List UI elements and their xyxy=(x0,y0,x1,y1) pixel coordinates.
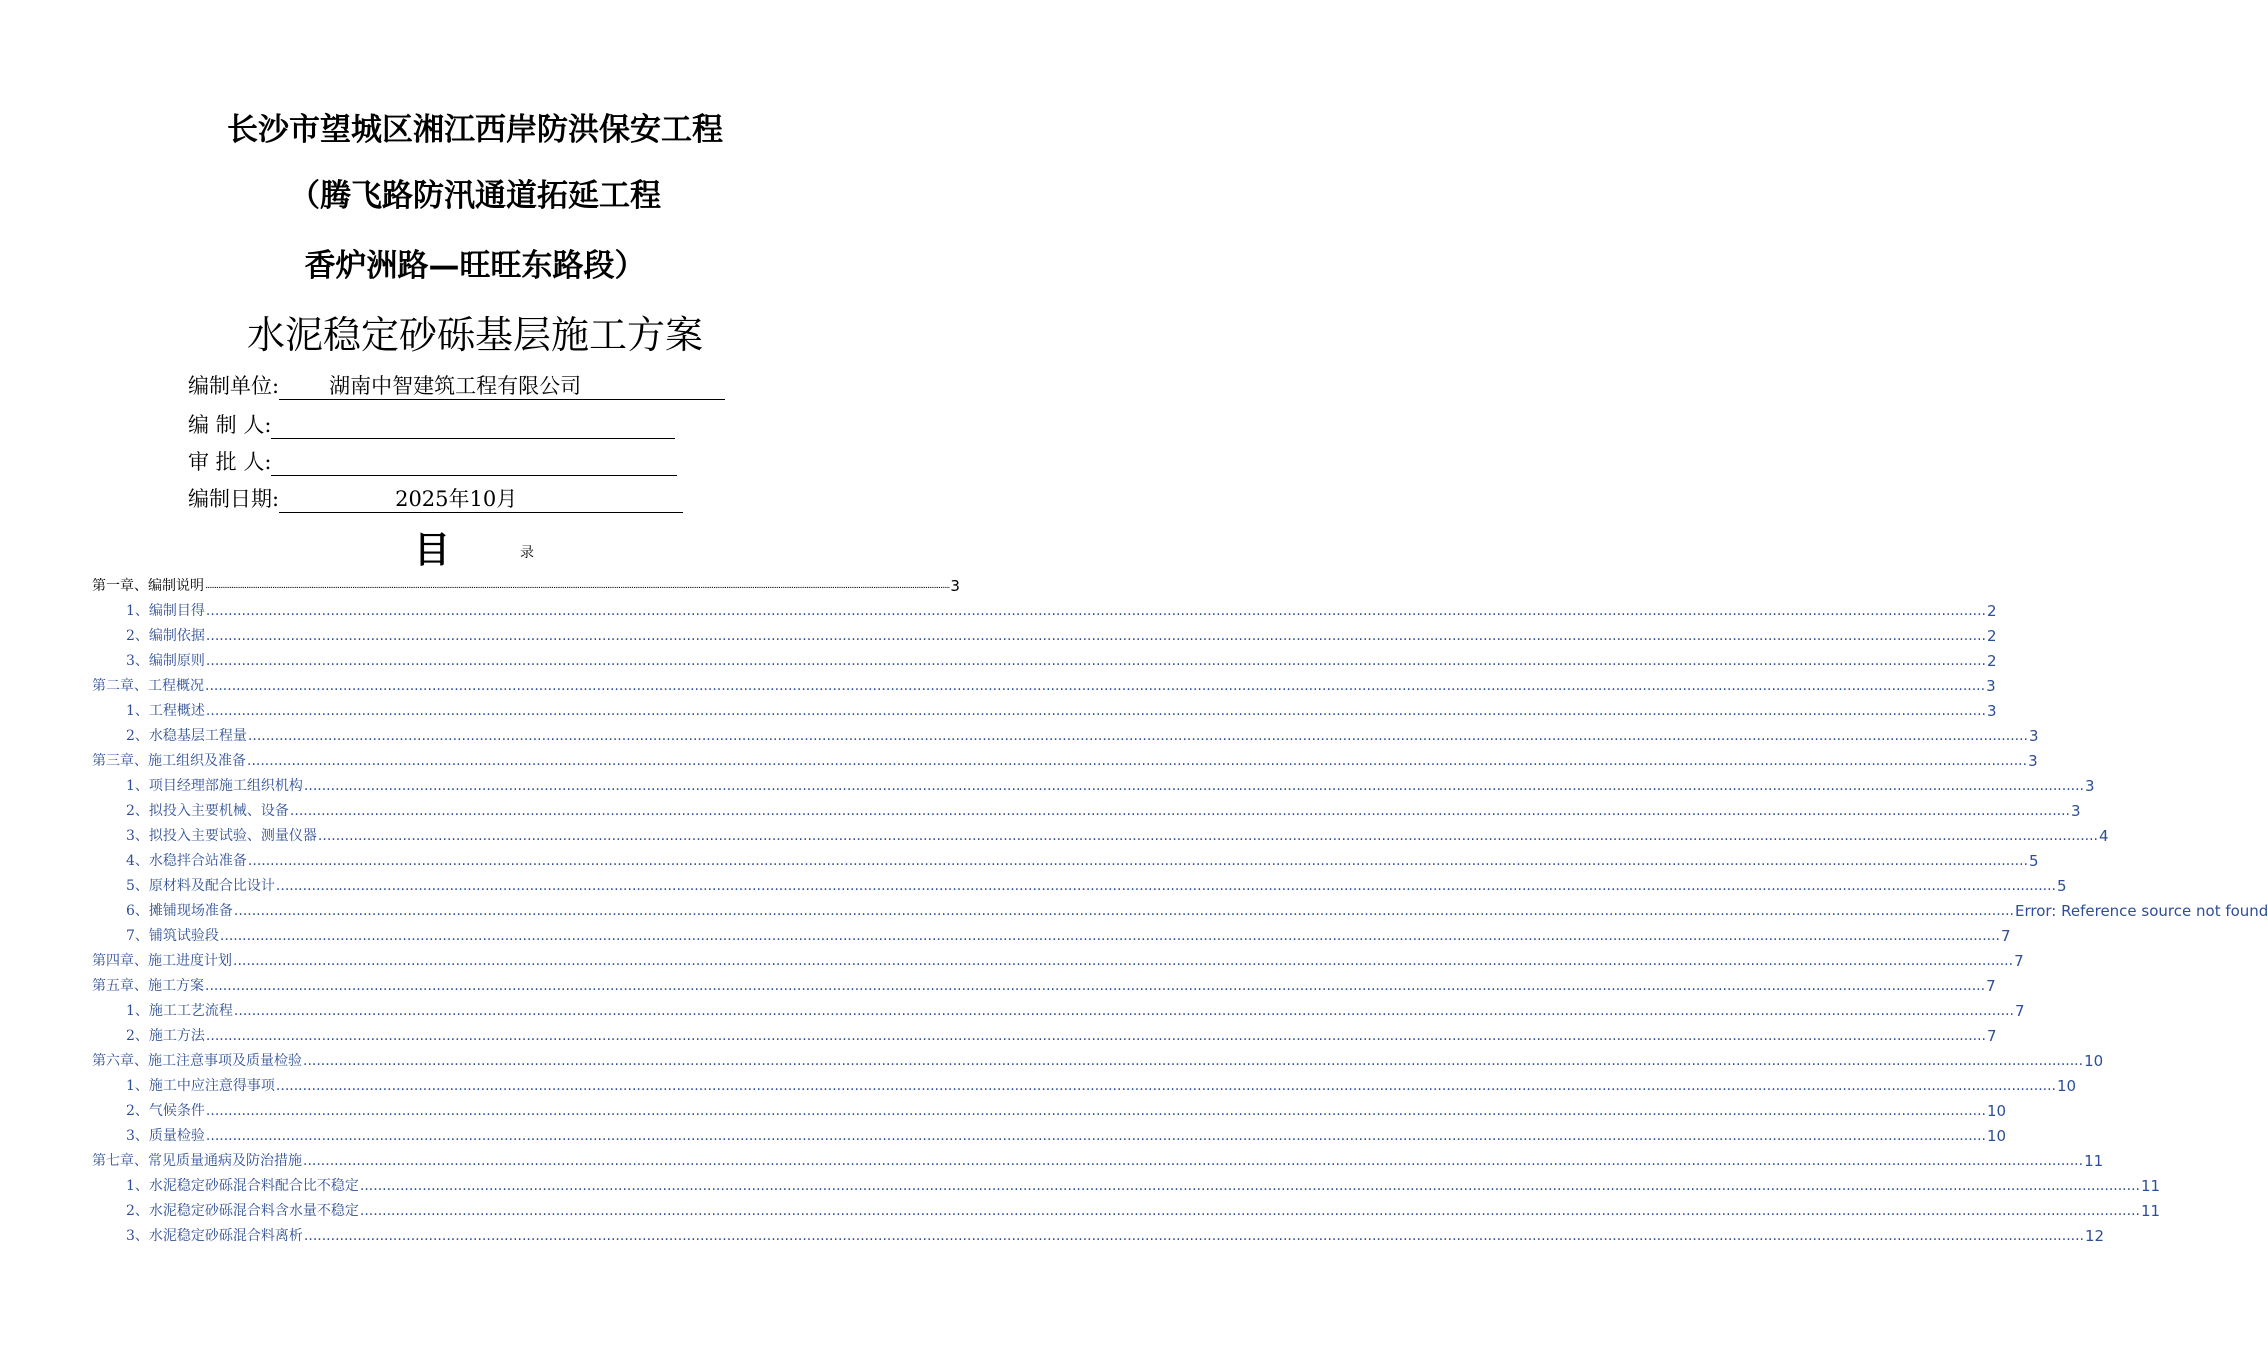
field-compiler xyxy=(188,407,675,439)
field-value xyxy=(271,449,677,476)
toc-entry-page: 3 xyxy=(1987,702,1997,720)
field-label: 审 批 人: xyxy=(188,450,272,474)
toc-entry-page: 12 xyxy=(2085,1227,2105,1245)
toc-entry-page: 5 xyxy=(2029,852,2039,870)
table-of-contents xyxy=(92,570,2268,1245)
toc-entry[interactable] xyxy=(92,820,2109,845)
toc-leader-dots: ................................................................................................................................................................................................................................................................................................................................................................................................................ xyxy=(205,581,950,591)
toc-entry[interactable] xyxy=(92,670,1996,695)
toc-leader-dots: ................................................................................................................................................................................................................................................................................................................................................................................................................ xyxy=(247,753,2028,769)
toc-leader-dots: ................................................................................................................................................................................................................................................................................................................................................................................................................ xyxy=(205,1028,1986,1044)
toc-entry-page: 7 xyxy=(2001,927,2011,945)
toc-entry[interactable] xyxy=(92,795,2081,820)
toc-leader-dots: ................................................................................................................................................................................................................................................................................................................................................................................................................ xyxy=(275,878,2056,894)
toc-entry-text: 第四章、施工进度计划 xyxy=(92,953,232,969)
field-value: 2025年10月 xyxy=(279,487,683,513)
toc-leader-dots: ................................................................................................................................................................................................................................................................................................................................................................................................................ xyxy=(359,1178,2140,1194)
toc-entry-text: 3、质量检验 xyxy=(126,1128,205,1144)
toc-entry-text: 6、摊铺现场准备 xyxy=(126,903,233,919)
toc-leader-dots: ................................................................................................................................................................................................................................................................................................................................................................................................................ xyxy=(205,653,1986,669)
toc-entry-page: 3 xyxy=(2029,727,2039,745)
field-date xyxy=(188,481,683,513)
toc-entry[interactable] xyxy=(92,1045,2104,1070)
toc-entry-text: 第五章、施工方案 xyxy=(92,978,204,994)
toc-leader-dots: ................................................................................................................................................................................................................................................................................................................................................................................................................ xyxy=(359,1203,2140,1219)
toc-entry[interactable] xyxy=(92,895,2268,920)
toc-entry-page: 11 xyxy=(2140,1177,2161,1195)
toc-entry-text: 1、施工中应注意得事项 xyxy=(126,1078,275,1094)
toc-entry-text: 3、拟投入主要试验、测量仪器 xyxy=(126,828,317,844)
toc-leader-dots: ................................................................................................................................................................................................................................................................................................................................................................................................................ xyxy=(275,1078,2056,1094)
field-label: 编制单位: xyxy=(188,374,280,398)
toc-entry-page: 7 xyxy=(1986,977,1996,995)
toc-leader-dots: ................................................................................................................................................................................................................................................................................................................................................................................................................ xyxy=(303,1153,2084,1169)
toc-entry-text: 2、水泥稳定砂砾混合料含水量不稳定 xyxy=(126,1203,359,1219)
field-approver xyxy=(188,444,677,476)
toc-entry-text: 第七章、常见质量通病及防治措施 xyxy=(92,1153,302,1169)
toc-entry[interactable] xyxy=(92,945,2024,970)
toc-entry[interactable] xyxy=(92,845,2039,870)
toc-leader-dots: ................................................................................................................................................................................................................................................................................................................................................................................................................ xyxy=(247,853,2028,869)
field-value xyxy=(271,412,675,439)
toc-leader-dots: ................................................................................................................................................................................................................................................................................................................................................................................................................ xyxy=(317,828,2098,844)
toc-entry-text: 2、拟投入主要机械、设备 xyxy=(126,803,289,819)
title-line-3: 香炉洲路—旺旺东路段） xyxy=(304,248,646,284)
field-value: 湖南中智建筑工程有限公司 xyxy=(279,373,725,400)
toc-entry[interactable] xyxy=(92,720,2039,745)
toc-leader-dots: ................................................................................................................................................................................................................................................................................................................................................................................................................ xyxy=(205,1103,1986,1119)
toc-entry[interactable] xyxy=(92,1195,2161,1220)
toc-entry-text: 2、水稳基层工程量 xyxy=(126,728,247,744)
toc-entry-page: 7 xyxy=(2014,952,2024,970)
toc-leader-dots: ................................................................................................................................................................................................................................................................................................................................................................................................................ xyxy=(303,778,2084,794)
title-line-1: 长沙市望城区湘江西岸防洪保安工程 xyxy=(227,112,723,148)
toc-entry[interactable] xyxy=(92,595,1997,620)
toc-entry-page: 3 xyxy=(2028,752,2038,770)
toc-entry-page: 11 xyxy=(2140,1202,2161,1220)
toc-entry-page: 3 xyxy=(2085,777,2095,795)
toc-entry-page: 3 xyxy=(2071,802,2081,820)
toc-entry-text: 3、编制原则 xyxy=(126,653,205,669)
toc-entry-page: 4 xyxy=(2099,827,2109,845)
toc-entry[interactable] xyxy=(92,745,2038,770)
toc-entry-page: 10 xyxy=(2084,1052,2104,1070)
toc-entry-text: 第二章、工程概况 xyxy=(92,678,204,694)
toc-entry[interactable] xyxy=(92,970,1996,995)
toc-leader-dots: ................................................................................................................................................................................................................................................................................................................................................................................................................ xyxy=(205,628,1986,644)
toc-entry-page: 10 xyxy=(2057,1077,2077,1095)
toc-entry[interactable] xyxy=(92,1170,2161,1195)
toc-entry[interactable] xyxy=(92,920,2011,945)
toc-entry-page: 10 xyxy=(1987,1127,2007,1145)
toc-entry[interactable] xyxy=(92,770,2095,795)
toc-leader-dots: ................................................................................................................................................................................................................................................................................................................................................................................................................ xyxy=(205,1128,1986,1144)
toc-entry[interactable] xyxy=(92,645,1997,670)
toc-entry-text: 5、原材料及配合比设计 xyxy=(126,878,275,894)
toc-entry-text: 1、项目经理部施工组织机构 xyxy=(126,778,303,794)
toc-entry-page: 3 xyxy=(950,577,960,595)
toc-entry[interactable] xyxy=(92,1095,2007,1120)
toc-entry[interactable] xyxy=(92,1070,2077,1095)
toc-leader-dots: ................................................................................................................................................................................................................................................................................................................................................................................................................ xyxy=(289,803,2070,819)
toc-leader-dots: ................................................................................................................................................................................................................................................................................................................................................................................................................ xyxy=(205,703,1986,719)
title-line-2: （腾飞路防汛通道拓延工程 xyxy=(289,178,661,214)
toc-entry-page: 11 xyxy=(2084,1152,2104,1170)
toc-heading-big: 目 xyxy=(414,530,451,571)
toc-leader-dots: ................................................................................................................................................................................................................................................................................................................................................................................................................ xyxy=(205,678,1986,694)
toc-leader-dots: ................................................................................................................................................................................................................................................................................................................................................................................................................ xyxy=(205,978,1986,994)
toc-entry[interactable] xyxy=(92,1120,2007,1145)
toc-leader-dots: ................................................................................................................................................................................................................................................................................................................................................................................................................ xyxy=(233,903,2014,919)
toc-entry-text: 1、编制目得 xyxy=(126,603,205,619)
toc-entry[interactable] xyxy=(92,1020,1997,1045)
toc-entry-text: 2、编制依据 xyxy=(126,628,205,644)
toc-entry-page: 2 xyxy=(1987,652,1997,670)
toc-entry[interactable] xyxy=(92,695,1997,720)
toc-leader-dots: ................................................................................................................................................................................................................................................................................................................................................................................................................ xyxy=(233,1003,2014,1019)
toc-leader-dots: ................................................................................................................................................................................................................................................................................................................................................................................................................ xyxy=(219,928,2000,944)
document-title: 水泥稳定砂砾基层施工方案 xyxy=(246,313,703,357)
toc-entry-page: 2 xyxy=(1987,602,1997,620)
toc-entry-page: 10 xyxy=(1987,1102,2007,1120)
toc-entry-text: 2、施工方法 xyxy=(126,1028,205,1044)
toc-entry-text: 2、气候条件 xyxy=(126,1103,205,1119)
toc-entry[interactable] xyxy=(92,1145,2104,1170)
toc-entry[interactable] xyxy=(92,570,960,595)
toc-leader-dots: ................................................................................................................................................................................................................................................................................................................................................................................................................ xyxy=(303,1228,2084,1244)
toc-leader-dots: ................................................................................................................................................................................................................................................................................................................................................................................................................ xyxy=(303,1053,2084,1069)
toc-entry-text: 4、水稳拌合站准备 xyxy=(126,853,247,869)
toc-entry[interactable] xyxy=(92,620,1997,645)
toc-entry-text: 3、水泥稳定砂砾混合料离析 xyxy=(126,1228,303,1244)
toc-entry-page: 7 xyxy=(2015,1002,2025,1020)
toc-entry[interactable] xyxy=(92,870,2067,895)
toc-entry-text: 第六章、施工注意事项及质量检验 xyxy=(92,1053,302,1069)
field-label: 编 制 人: xyxy=(188,413,272,437)
toc-leader-dots: ................................................................................................................................................................................................................................................................................................................................................................................................................ xyxy=(247,728,2028,744)
toc-leader-dots: ................................................................................................................................................................................................................................................................................................................................................................................................................ xyxy=(205,603,1986,619)
toc-entry-page: 7 xyxy=(1987,1027,1997,1045)
field-compiling-unit xyxy=(188,368,725,400)
toc-leader-dots: ................................................................................................................................................................................................................................................................................................................................................................................................................ xyxy=(233,953,2014,969)
toc-entry-page: Error: Reference source not found xyxy=(2015,902,2268,920)
toc-entry[interactable] xyxy=(92,995,2025,1020)
toc-entry-page: 3 xyxy=(1986,677,1996,695)
toc-entry-text: 1、水泥稳定砂砾混合料配合比不稳定 xyxy=(126,1178,359,1194)
toc-entry-text: 7、铺筑试验段 xyxy=(126,928,219,944)
toc-entry-page: 2 xyxy=(1987,627,1997,645)
toc-entry-text: 第三章、施工组织及准备 xyxy=(92,753,246,769)
toc-entry[interactable] xyxy=(92,1220,2105,1245)
toc-entry-page: 5 xyxy=(2057,877,2067,895)
toc-entry-text: 第一章、编制说明 xyxy=(92,578,204,594)
toc-entry-text: 1、工程概述 xyxy=(126,703,205,719)
toc-heading-small: 录 xyxy=(520,545,534,561)
toc-entry-text: 1、施工工艺流程 xyxy=(126,1003,233,1019)
field-label: 编制日期: xyxy=(188,487,280,511)
